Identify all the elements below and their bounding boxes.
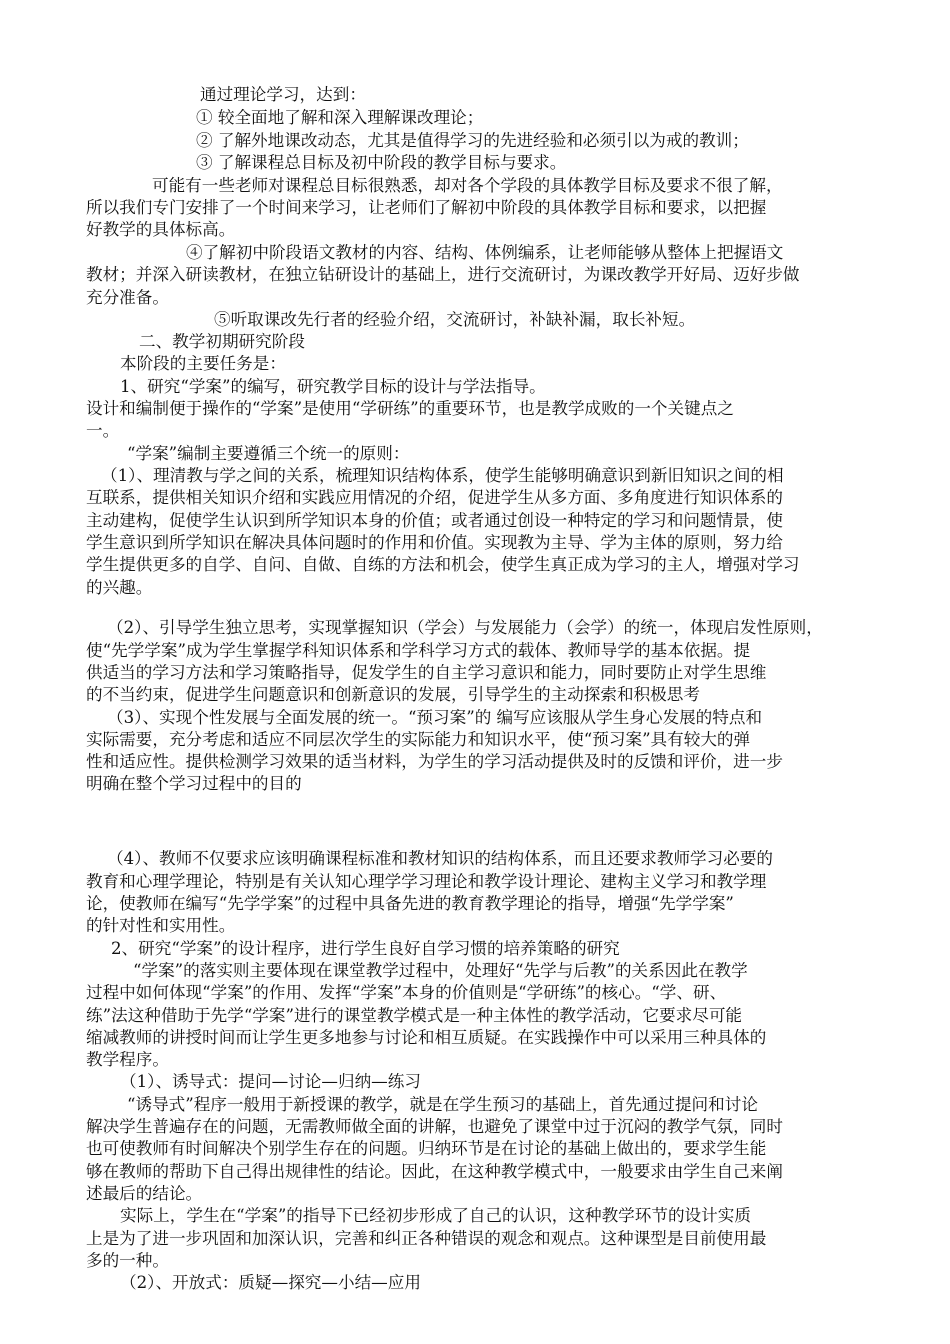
text-line: ④了解初中阶段语文教材的内容、结构、体例编系，让老师能够从整体上把握语文 bbox=[186, 243, 784, 262]
text-line: 教学程序。 bbox=[86, 1050, 169, 1069]
text-line: （1）、理清教与学之间的关系，梳理知识结构体系，使学生能够明确意识到新旧知识之间的相 bbox=[101, 466, 784, 485]
text-line: （2）、引导学生独立思考，实现掌握知识（学会）与发展能力（会学）的统一，体现启发性原则， bbox=[107, 618, 823, 637]
text-line: 教材；并深入研读教材，在独立钻研设计的基础上，进行交流研讨，为课改教学开好局、迈好步做 bbox=[86, 265, 800, 284]
text-line: 的针对性和实用性。 bbox=[86, 916, 236, 935]
text-line: （1）、诱导式：提问—讨论—归纳—练习 bbox=[120, 1072, 421, 1091]
text-line: 练”法这种借助于先学“学案”进行的课堂教学模式是一种主体性的教学活动，它要求尽可能 bbox=[86, 1006, 743, 1025]
text-line: 述最后的结论。 bbox=[86, 1184, 203, 1203]
text-line: 的不当约束，促进学生问题意识和创新意识的发展，引导学生的主动探索和积极思考 bbox=[86, 685, 700, 704]
text-line: “诱导式”程序一般用于新授课的教学，就是在学生预习的基础上，首先通过提问和讨论 bbox=[127, 1095, 758, 1114]
text-line: 互联系，提供相关知识介绍和实践应用情况的介绍，促进学生从多方面、多角度进行知识体系的 bbox=[86, 488, 783, 507]
text-line: 明确在整个学习过程中的目的 bbox=[86, 774, 302, 793]
text-line: 学生意识到所学知识在解决具体问题时的作用和价值。实现教为主导、学为主体的原则，努力给 bbox=[86, 533, 783, 552]
text-line: 所以我们专门安排了一个时间来学习，让老师们了解初中阶段的具体教学目标和要求，以把握 bbox=[86, 198, 767, 217]
text-line: 使“先学学案”成为学生掌握学科知识体系和学科学习方式的载体、教师导学的基本依据。提 bbox=[86, 641, 751, 660]
text-line: 多的一种。 bbox=[86, 1251, 169, 1270]
text-line: 的兴趣。 bbox=[86, 578, 153, 597]
text-line: 充分准备。 bbox=[86, 288, 169, 307]
text-line: （3）、实现个性发展与全面发展的统一。“预习案”的 编写应该服从学生身心发展的特点和 bbox=[107, 708, 763, 727]
text-line: 2、研究“学案”的设计程序，进行学生良好自学习惯的培养策略的研究 bbox=[111, 939, 620, 958]
text-line: ② 了解外地课改动态，尤其是值得学习的先进经验和必须引以为戒的教训； bbox=[196, 131, 749, 150]
text-line: 供适当的学习方法和学习策略指导，促发学生的自主学习意识和能力，同时要防止对学生思维 bbox=[86, 663, 767, 682]
text-line: 设计和编制便于操作的“学案”是使用“学研练”的重要环节，也是教学成败的一个关键点之 bbox=[86, 399, 734, 418]
text-line: 实际需要，充分考虑和适应不同层次学生的实际能力和知识水平，使“预习案”具有较大的弹 bbox=[86, 730, 751, 749]
text-line: 上是为了进一步巩固和加深认识，完善和纠正各种错误的观念和观点。这种课型是目前使用最 bbox=[86, 1229, 767, 1248]
text-line: 解决学生普遍存在的问题，无需教师做全面的讲解，也避免了课堂中过于沉闷的教学气氛，同时 bbox=[86, 1117, 783, 1136]
text-line: （2）、开放式：质疑—探究—小结—应用 bbox=[120, 1273, 421, 1292]
text-line: 好教学的具体标高。 bbox=[86, 220, 236, 239]
text-line: 教育和心理学理论，特别是有关认知心理学学习理论和教学设计理论、建构主义学习和教学理 bbox=[86, 872, 767, 891]
text-line: ③ 了解课程总目标及初中阶段的教学目标与要求。 bbox=[196, 153, 567, 172]
text-line: 过程中如何体现“学案”的作用、发挥“学案”本身的价值则是“学研练”的核心。“学、研、 bbox=[86, 983, 727, 1002]
text-line: 1、研究“学案”的编写，研究教学目标的设计与学法指导。 bbox=[120, 377, 546, 396]
text-line: 够在教师的帮助下自己得出规律性的结论。因此，在这种教学模式中，一般要求由学生自己来阐 bbox=[86, 1162, 783, 1181]
text-line: 论，使教师在编写“先学学案”的过程中具备先进的教育教学理论的指导，增强“先学学案” bbox=[86, 894, 734, 913]
section-heading: 二、教学初期研究阶段 bbox=[139, 332, 305, 351]
text-line: 实际上，学生在“学案”的指导下已经初步形成了自己的认识，这种教学环节的设计实质 bbox=[120, 1206, 751, 1225]
text-line: 缩减教师的讲授时间而让学生更多地参与讨论和相互质疑。在实践操作中可以采用三种具体的 bbox=[86, 1028, 767, 1047]
text-line: 一。 bbox=[86, 421, 120, 440]
text-line: ⑤听取课改先行者的经验介绍，交流研讨，补缺补漏，取长补短。 bbox=[214, 310, 696, 329]
text-line: 本阶段的主要任务是： bbox=[120, 354, 286, 373]
text-line: 可能有一些老师对课程总目标很熟悉，却对各个学段的具体教学目标及要求不很了解， bbox=[152, 176, 783, 195]
text-line: 学生提供更多的自学、自问、自做、自练的方法和机会，使学生真正成为学习的主人，增强对学习 bbox=[86, 555, 800, 574]
text-line: 性和适应性。提供检测学习效果的适当材料，为学生的学习活动提供及时的反馈和评价，进一步 bbox=[86, 752, 783, 771]
text-line: ① 较全面地了解和深入理解课改理论； bbox=[196, 108, 484, 127]
text-line: “学案”编制主要遵循三个统一的原则： bbox=[127, 444, 410, 463]
text-line: （4）、教师不仅要求应该明确课程标准和教材知识的结构体系，而且还要求教师学习必要的 bbox=[107, 849, 774, 868]
text-line: “学案”的落实则主要体现在课堂教学过程中，处理好“先学与后教”的关系因此在教学 bbox=[133, 961, 748, 980]
text-line: 也可使教师有时间解决个别学生存在的问题。归纳环节是在讨论的基础上做出的，要求学生能 bbox=[86, 1139, 767, 1158]
text-line: 通过理论学习，达到： bbox=[200, 85, 366, 104]
text-line: 主动建构，促使学生认识到所学知识本身的价值；或者通过创设一种特定的学习和问题情景，使 bbox=[86, 511, 783, 530]
